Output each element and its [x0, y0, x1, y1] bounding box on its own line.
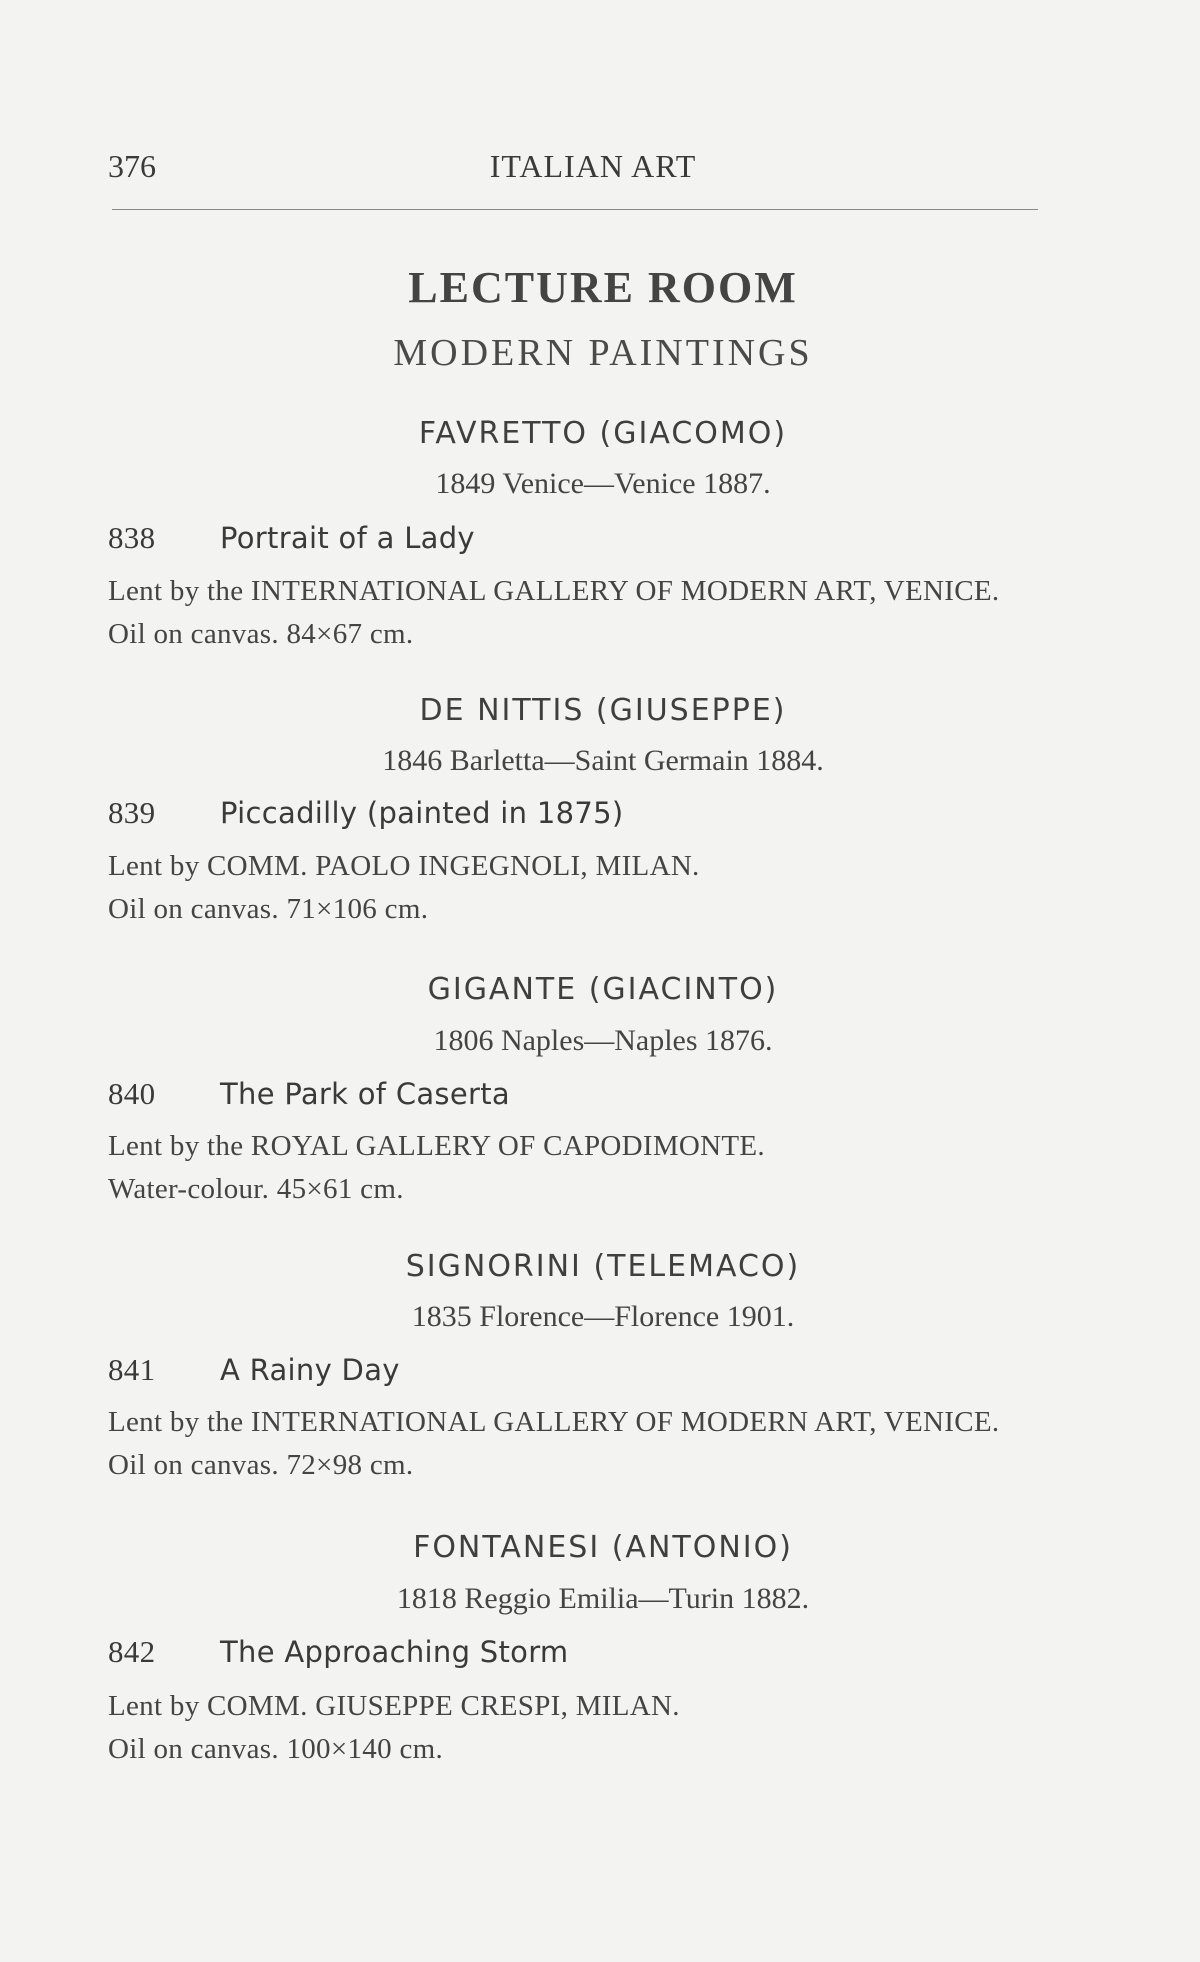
header-rule [112, 209, 1038, 210]
section-subtitle: MODERN PAINTINGS [393, 332, 813, 374]
lender-line: Lent by the ROYAL GALLERY OF CAPODIMONTE. [108, 1130, 765, 1162]
catalogue-entry [108, 520, 1058, 556]
medium-dimensions: Water-colour. 45×61 cm. [108, 1173, 404, 1205]
catalogue-entry [108, 1076, 1058, 1112]
medium-dimensions: Oil on canvas. 100×140 cm. [108, 1733, 444, 1765]
catalogue-number: 842 [108, 1634, 156, 1669]
running-head [108, 148, 1038, 188]
artist-life-dates: 1835 Florence—Florence 1901. [411, 1300, 795, 1333]
medium-dimensions: Oil on canvas. 84×67 cm. [108, 618, 414, 650]
catalogue-number: 840 [108, 1076, 156, 1111]
artist-name: FAVRETTO (GIACOMO) [418, 416, 788, 451]
lender-line: Lent by COMM. PAOLO INGEGNOLI, MILAN. [108, 850, 700, 882]
catalogue-entry [108, 1634, 1058, 1670]
lender-line: Lent by COMM. GIUSEPPE CRESPI, MILAN. [108, 1690, 680, 1722]
lender-line: Lent by the INTERNATIONAL GALLERY OF MODERN ART, VENICE. [108, 1406, 1000, 1438]
work-title: The Park of Caserta [220, 1077, 510, 1111]
catalogue-entry [108, 795, 1058, 831]
work-title: The Approaching Storm [220, 1635, 569, 1669]
catalogue-entry [108, 1352, 1058, 1388]
running-title: ITALIAN ART [489, 148, 697, 184]
artist-name: GIGANTE (GIACINTO) [427, 972, 779, 1007]
artist-name: SIGNORINI (TELEMACO) [405, 1249, 801, 1284]
artist-life-dates: 1806 Naples—Naples 1876. [433, 1024, 773, 1057]
work-title: Piccadilly (painted in 1875) [220, 796, 624, 830]
work-title: A Rainy Day [220, 1353, 400, 1387]
artist-life-dates: 1849 Venice—Venice 1887. [435, 467, 771, 500]
catalogue-number: 839 [108, 795, 156, 830]
artist-life-dates: 1846 Barletta—Saint Germain 1884. [382, 744, 824, 777]
artist-name: DE NITTIS (GIUSEPPE) [419, 693, 787, 728]
lender-line: Lent by the INTERNATIONAL GALLERY OF MODERN ART, VENICE. [108, 575, 1000, 607]
artist-name: FONTANESI (ANTONIO) [413, 1530, 793, 1565]
medium-dimensions: Oil on canvas. 71×106 cm. [108, 893, 429, 925]
page-number: 376 [108, 148, 156, 184]
catalogue-number: 838 [108, 520, 156, 555]
section-title: LECTURE ROOM [408, 263, 798, 312]
medium-dimensions: Oil on canvas. 72×98 cm. [108, 1449, 414, 1481]
work-title: Portrait of a Lady [220, 521, 475, 555]
artist-life-dates: 1818 Reggio Emilia—Turin 1882. [396, 1582, 810, 1615]
catalogue-number: 841 [108, 1352, 156, 1387]
